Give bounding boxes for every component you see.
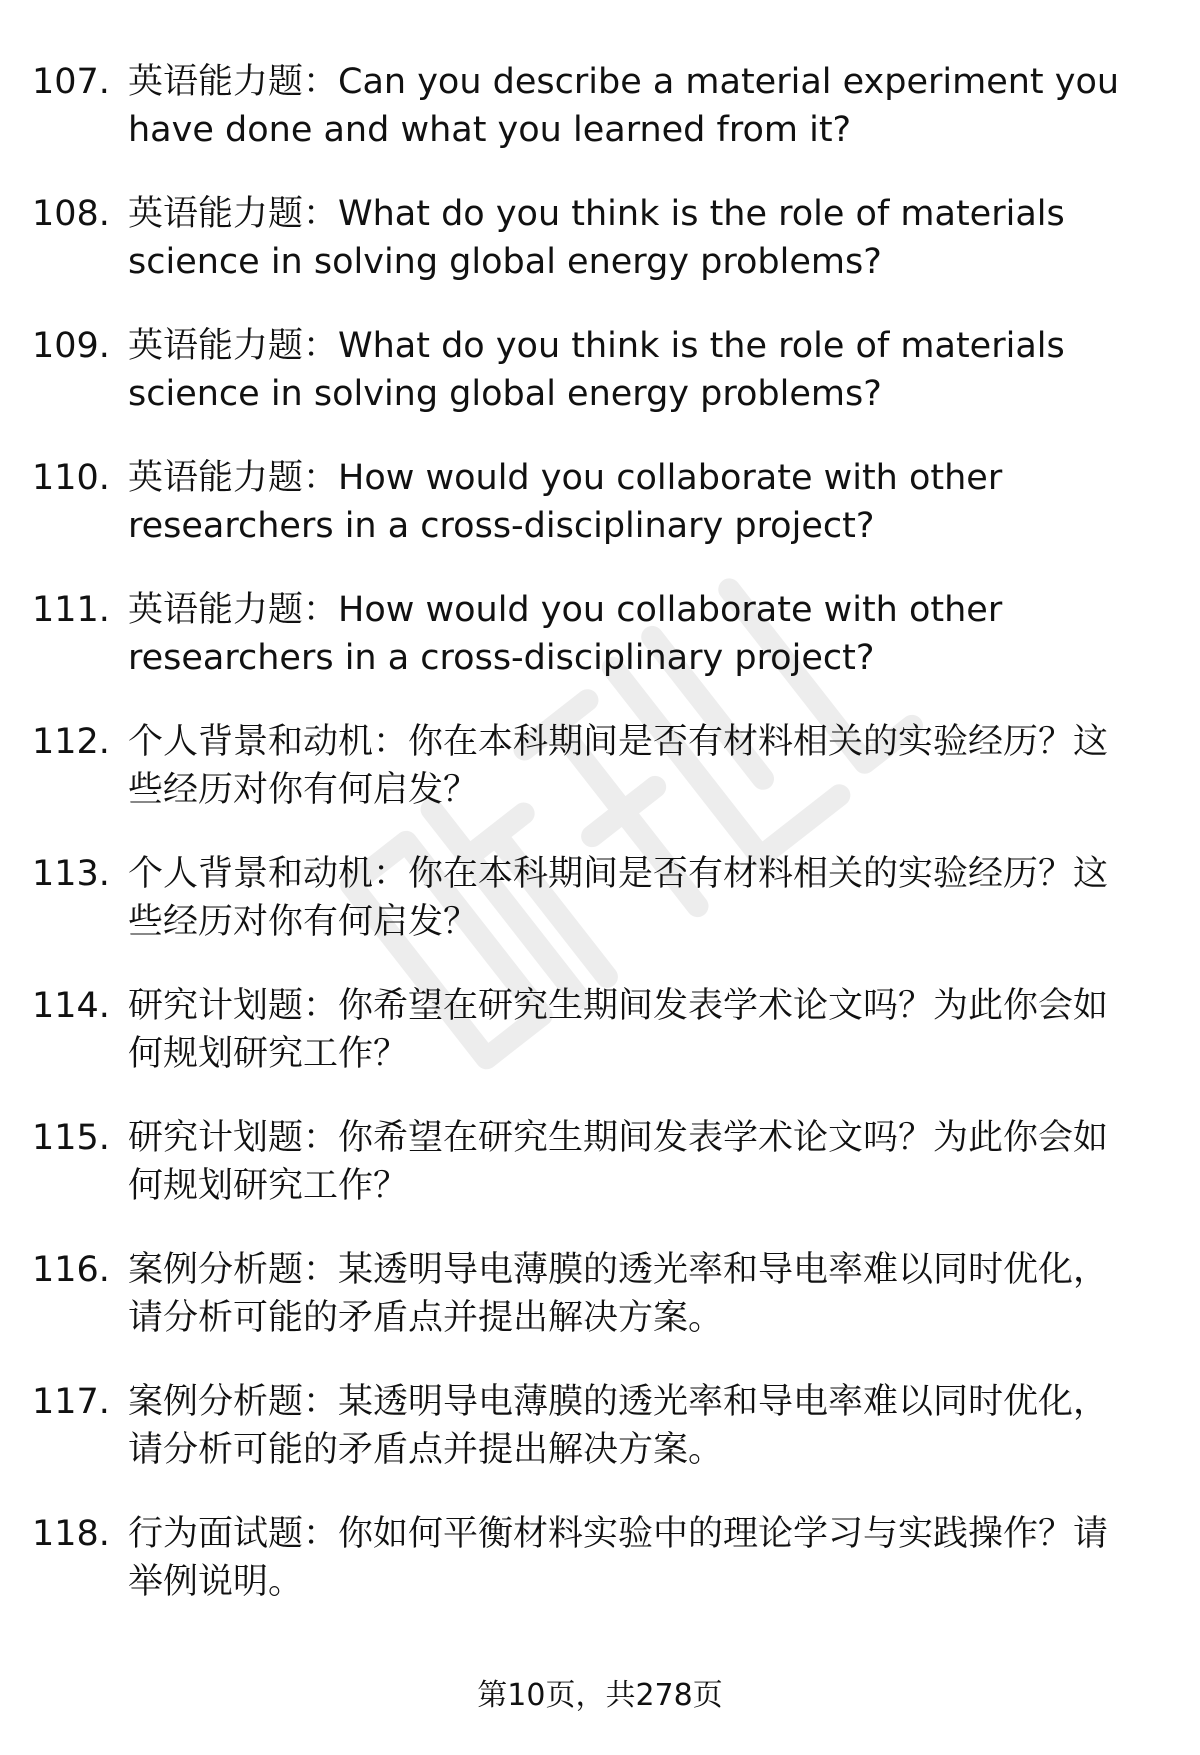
question-number: 115. [32, 1118, 110, 1158]
question-list [0, 58, 1200, 1642]
question-text: 英语能力题：How would you collaborate with other researchers in a cross-disciplinary project? [128, 458, 1003, 546]
question-item [0, 190, 1200, 322]
question-text: 英语能力题：How would you collaborate with other researchers in a cross-disciplinary project? [128, 590, 1003, 678]
question-number: 108. [32, 194, 110, 234]
question-number: 116. [32, 1250, 110, 1290]
question-text: 研究计划题：你希望在研究生期间发表学术论文吗？为此你会如何规划研究工作？ [128, 986, 1109, 1074]
question-item [0, 982, 1200, 1114]
question-text: 英语能力题：What do you think is the role of materials science in solving global energy problems? [128, 326, 1065, 414]
question-text: 个人背景和动机：你在本科期间是否有材料相关的实验经历？这些经历对你有何启发？ [128, 722, 1109, 810]
question-number: 113. [32, 854, 110, 894]
question-number: 111. [32, 590, 110, 630]
question-number: 110. [32, 458, 110, 498]
question-text: 英语能力题：What do you think is the role of materials science in solving global energy problems? [128, 194, 1065, 282]
question-item [0, 322, 1200, 454]
question-item [0, 1378, 1200, 1510]
question-number: 107. [32, 62, 110, 102]
question-text: 行为面试题：你如何平衡材料实验中的理论学习与实践操作？请举例说明。 [128, 1514, 1109, 1602]
question-item [0, 1246, 1200, 1378]
page-footer: 第10页，共278页 [477, 1678, 723, 1713]
question-item [0, 850, 1200, 982]
question-item [0, 454, 1200, 586]
question-number: 117. [32, 1382, 110, 1422]
question-item [0, 58, 1200, 190]
question-number: 118. [32, 1514, 110, 1554]
question-item [0, 718, 1200, 850]
question-text: 案例分析题：某透明导电薄膜的透光率和导电率难以同时优化，请分析可能的矛盾点并提出解决方案。 [128, 1250, 1109, 1338]
question-item [0, 1114, 1200, 1246]
question-text: 研究计划题：你希望在研究生期间发表学术论文吗？为此你会如何规划研究工作？ [128, 1118, 1109, 1206]
question-number: 114. [32, 986, 110, 1026]
question-number: 112. [32, 722, 110, 762]
question-item [0, 1510, 1200, 1642]
question-item [0, 586, 1200, 718]
question-text: 个人背景和动机：你在本科期间是否有材料相关的实验经历？这些经历对你有何启发？ [128, 854, 1109, 942]
question-text: 英语能力题：Can you describe a material experiment you have done and what you learned from it? [128, 62, 1120, 150]
question-text: 案例分析题：某透明导电薄膜的透光率和导电率难以同时优化，请分析可能的矛盾点并提出解决方案。 [128, 1382, 1109, 1470]
question-number: 109. [32, 326, 110, 366]
